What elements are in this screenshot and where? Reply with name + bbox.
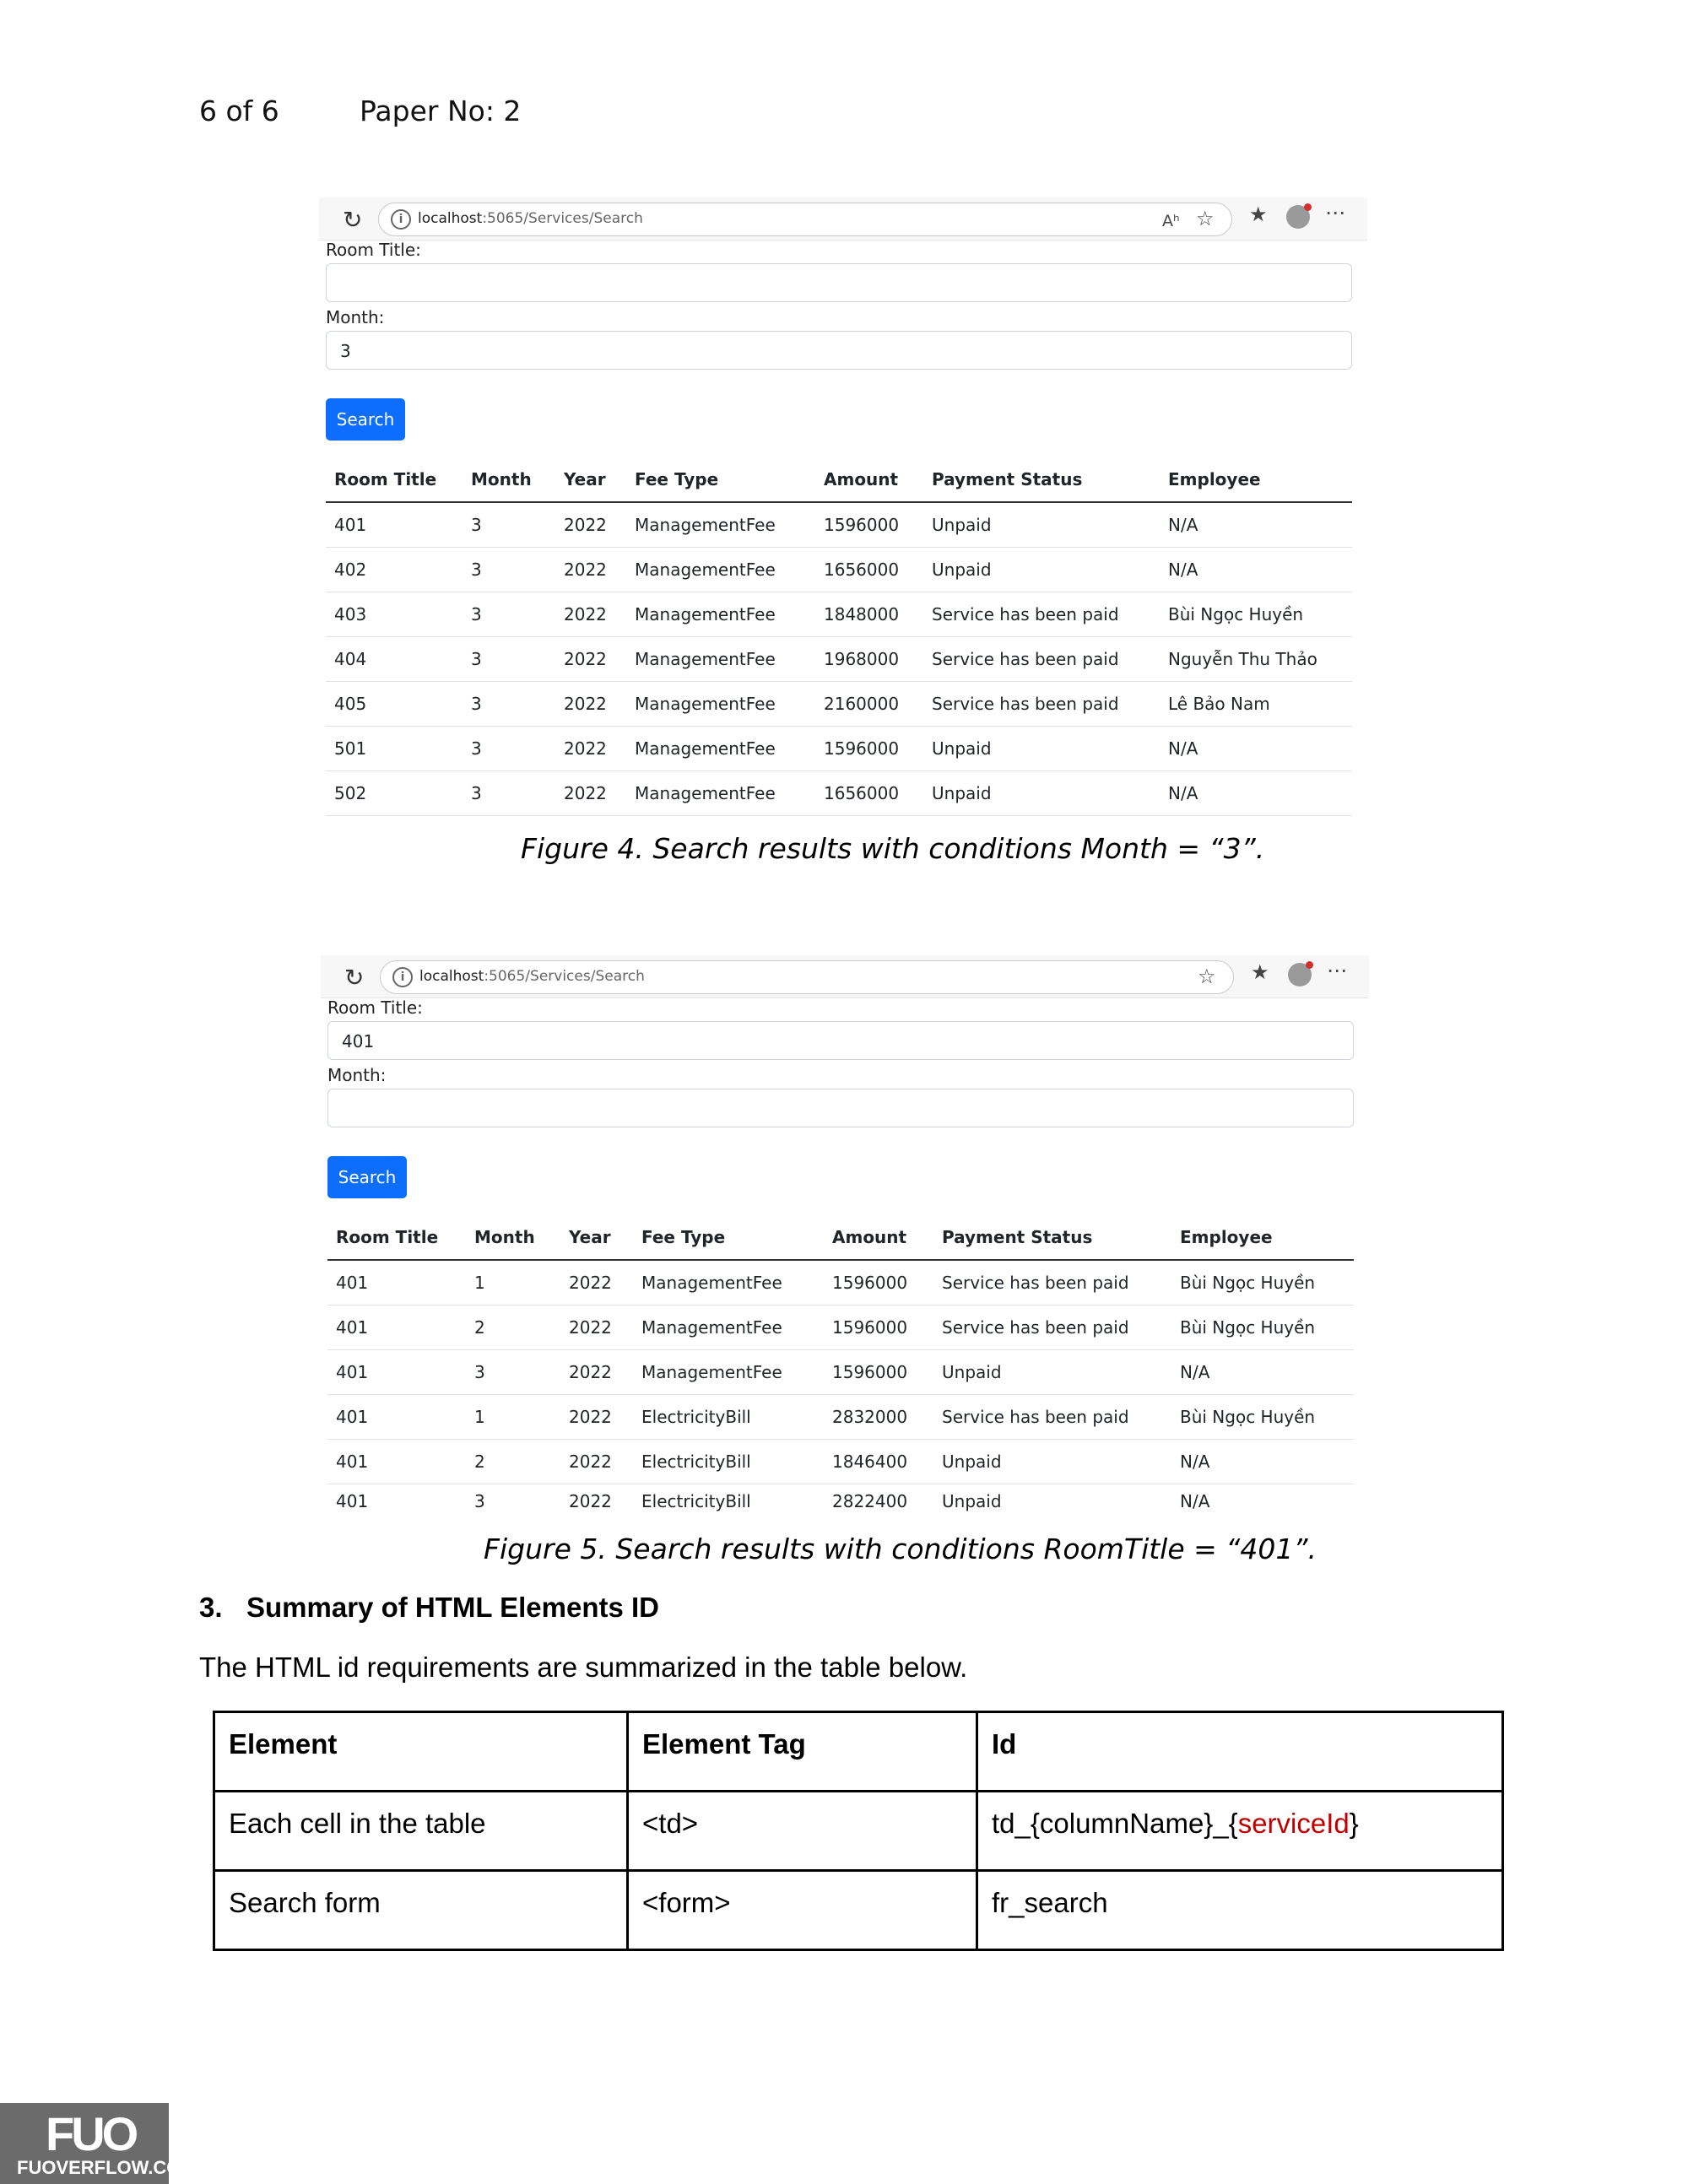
cell-employee: N/A bbox=[1160, 548, 1352, 592]
col-room-title: Room Title bbox=[326, 457, 463, 502]
cell-fee-type: ManagementFee bbox=[633, 1306, 824, 1350]
col-room-title: Room Title bbox=[327, 1215, 466, 1260]
col-amount: Amount bbox=[824, 1215, 933, 1260]
id-prefix: td_{columnName}_{ bbox=[992, 1808, 1238, 1839]
favorite-star-icon[interactable]: ☆ bbox=[1196, 207, 1215, 230]
summary-tag: <form> bbox=[628, 1871, 977, 1950]
cell-room-title: 402 bbox=[326, 548, 463, 592]
table-row bbox=[326, 771, 1352, 816]
cell-amount: 2822400 bbox=[832, 1491, 908, 1511]
url-host: localhost bbox=[419, 968, 484, 985]
col-employee: Employee bbox=[1160, 457, 1352, 502]
section-title: Summary of HTML Elements ID bbox=[246, 1592, 659, 1623]
cell-year: 2022 bbox=[560, 1306, 633, 1350]
cell-month: 2 bbox=[466, 1440, 560, 1484]
cell-amount: 1848000 bbox=[815, 592, 923, 637]
id-suffix: } bbox=[1349, 1808, 1359, 1839]
cell-payment-status: Service has been paid bbox=[933, 1306, 1171, 1350]
cell-year: 2022 bbox=[555, 637, 626, 682]
cell-room-title: 401 bbox=[327, 1395, 466, 1440]
summary-header-row bbox=[214, 1712, 1503, 1792]
cell-month: 3 bbox=[474, 1491, 485, 1511]
search-button[interactable]: Search bbox=[327, 1156, 407, 1198]
fig5-rows bbox=[327, 1260, 1354, 1518]
summary-header-id: Id bbox=[977, 1712, 1503, 1792]
page-number: 6 of 6 bbox=[199, 95, 279, 127]
month-input[interactable]: 3 bbox=[326, 331, 1352, 370]
cell-payment-status: Unpaid bbox=[923, 548, 1160, 592]
col-fee-type: Fee Type bbox=[633, 1215, 824, 1260]
url-host: localhost bbox=[418, 210, 483, 227]
browser-toolbar bbox=[321, 955, 1369, 998]
cell-employee: N/A bbox=[1180, 1491, 1210, 1511]
cell-employee: N/A bbox=[1160, 771, 1352, 816]
cell-year: 2022 bbox=[555, 727, 626, 771]
results-table bbox=[327, 1215, 1354, 1518]
table-row bbox=[327, 1350, 1354, 1395]
cell-amount: 1596000 bbox=[824, 1260, 933, 1306]
cell-room-title: 401 bbox=[336, 1491, 369, 1511]
cell-room-title: 401 bbox=[327, 1306, 466, 1350]
site-info-icon[interactable]: i bbox=[392, 967, 413, 987]
id-highlight: serviceId bbox=[1237, 1808, 1350, 1839]
cell-month: 3 bbox=[463, 637, 555, 682]
favorites-list-icon[interactable]: ★ bbox=[1249, 203, 1268, 226]
profile-avatar[interactable] bbox=[1286, 205, 1310, 229]
results-table bbox=[326, 457, 1352, 816]
cell-month: 3 bbox=[463, 592, 555, 637]
col-payment-status: Payment Status bbox=[923, 457, 1160, 502]
figure4-screenshot bbox=[319, 197, 1366, 814]
cell-payment-status: Unpaid bbox=[933, 1350, 1171, 1395]
cell-month: 3 bbox=[463, 682, 555, 727]
col-year: Year bbox=[560, 1215, 633, 1260]
figure4-caption: Figure 4. Search results with conditions Month = “3”. bbox=[521, 832, 1265, 865]
cell-month: 3 bbox=[463, 548, 555, 592]
fuoverflow-logo bbox=[0, 2103, 197, 2184]
cell-month: 1 bbox=[466, 1260, 560, 1306]
table-row bbox=[327, 1395, 1354, 1440]
cell-amount: 1596000 bbox=[824, 1350, 933, 1395]
cell-fee-type: ElectricityBill bbox=[633, 1440, 824, 1484]
cell-room-title: 502 bbox=[326, 771, 463, 816]
col-month: Month bbox=[466, 1215, 560, 1260]
cell-fee-type: ManagementFee bbox=[626, 682, 815, 727]
cell-year: 2022 bbox=[569, 1491, 612, 1511]
cell-year: 2022 bbox=[560, 1260, 633, 1306]
cell-payment-status: Unpaid bbox=[942, 1491, 1002, 1511]
summary-element: Search form bbox=[214, 1871, 628, 1950]
room-title-label: Room Title: bbox=[326, 240, 421, 260]
reload-icon[interactable]: ↻ bbox=[344, 964, 365, 992]
address-bar[interactable] bbox=[378, 203, 1232, 236]
summary-header-tag: Element Tag bbox=[628, 1712, 977, 1792]
col-year: Year bbox=[555, 457, 626, 502]
summary-row bbox=[214, 1792, 1503, 1871]
cell-year: 2022 bbox=[555, 682, 626, 727]
cell-payment-status: Unpaid bbox=[933, 1440, 1171, 1484]
cell-amount: 2832000 bbox=[824, 1395, 933, 1440]
cell-fee-type: ManagementFee bbox=[626, 771, 815, 816]
cell-room-title: 401 bbox=[327, 1260, 466, 1306]
cell-fee-type: ManagementFee bbox=[626, 548, 815, 592]
cell-payment-status: Service has been paid bbox=[933, 1395, 1171, 1440]
cell-amount: 1596000 bbox=[815, 502, 923, 548]
table-row bbox=[326, 592, 1352, 637]
cell-employee: Bùi Ngọc Huyền bbox=[1171, 1395, 1354, 1440]
table-row bbox=[326, 502, 1352, 548]
summary-id: fr_search bbox=[977, 1871, 1503, 1950]
cell-payment-status: Unpaid bbox=[923, 727, 1160, 771]
cell-employee: N/A bbox=[1160, 502, 1352, 548]
browser-toolbar bbox=[319, 197, 1367, 241]
cell-fee-type: ManagementFee bbox=[626, 592, 815, 637]
cell-payment-status: Unpaid bbox=[923, 771, 1160, 816]
room-title-label: Room Title: bbox=[327, 997, 423, 1018]
favorites-list-icon[interactable]: ★ bbox=[1251, 960, 1269, 984]
month-label: Month: bbox=[327, 1065, 387, 1085]
cell-room-title: 404 bbox=[326, 637, 463, 682]
cell-employee: Bùi Ngọc Huyền bbox=[1160, 592, 1352, 637]
figure5-caption: Figure 5. Search results with conditions RoomTitle = “401”. bbox=[484, 1533, 1317, 1565]
month-input[interactable] bbox=[327, 1089, 1354, 1127]
cell-fee-type: ManagementFee bbox=[626, 502, 815, 548]
cell-amount: 1656000 bbox=[815, 548, 923, 592]
cell-amount: 1596000 bbox=[824, 1306, 933, 1350]
table-row bbox=[326, 727, 1352, 771]
cell-month: 2 bbox=[466, 1306, 560, 1350]
table-row bbox=[327, 1306, 1354, 1350]
cell-employee: Nguyễn Thu Thảo bbox=[1160, 637, 1352, 682]
paper-number: Paper No: 2 bbox=[360, 95, 522, 127]
room-title-input[interactable]: 401 bbox=[327, 1021, 1354, 1060]
cell-amount: 1846400 bbox=[824, 1440, 933, 1484]
cell-room-title: 401 bbox=[327, 1350, 466, 1395]
cell-year: 2022 bbox=[555, 592, 626, 637]
summary-row bbox=[214, 1871, 1503, 1950]
cell-fee-type: ManagementFee bbox=[626, 637, 815, 682]
cell-employee: N/A bbox=[1171, 1350, 1354, 1395]
table-row bbox=[326, 682, 1352, 727]
site-info-icon[interactable]: i bbox=[391, 209, 411, 230]
table-header-row bbox=[326, 457, 1352, 502]
col-amount: Amount bbox=[815, 457, 923, 502]
intro-paragraph: The HTML id requirements are summarized in the table below. bbox=[199, 1652, 968, 1683]
cell-employee: Bùi Ngọc Huyền bbox=[1171, 1306, 1354, 1350]
summary-header-element: Element bbox=[214, 1712, 628, 1792]
cell-room-title: 501 bbox=[326, 727, 463, 771]
cell-year: 2022 bbox=[555, 771, 626, 816]
cell-payment-status: Service has been paid bbox=[933, 1260, 1171, 1306]
cell-month: 3 bbox=[466, 1350, 560, 1395]
room-title-input[interactable] bbox=[326, 263, 1352, 302]
cell-amount: 1596000 bbox=[815, 727, 923, 771]
figure5-screenshot bbox=[321, 955, 1367, 1511]
cell-month: 3 bbox=[463, 771, 555, 816]
table-row bbox=[326, 637, 1352, 682]
cell-payment-status: Unpaid bbox=[923, 502, 1160, 548]
fig4-rows bbox=[326, 502, 1352, 816]
col-payment-status: Payment Status bbox=[933, 1215, 1171, 1260]
col-month: Month bbox=[463, 457, 555, 502]
cell-employee: Lê Bảo Nam bbox=[1160, 682, 1352, 727]
more-menu-icon[interactable]: ⋯ bbox=[1325, 201, 1345, 224]
cell-employee: N/A bbox=[1171, 1440, 1354, 1484]
cell-employee: N/A bbox=[1160, 727, 1352, 771]
col-employee: Employee bbox=[1171, 1215, 1354, 1260]
cell-room-title: 403 bbox=[326, 592, 463, 637]
cell-year: 2022 bbox=[555, 548, 626, 592]
table-row bbox=[327, 1260, 1354, 1306]
cell-payment-status: Service has been paid bbox=[923, 682, 1160, 727]
table-row bbox=[327, 1484, 1354, 1519]
cell-room-title: 401 bbox=[327, 1440, 466, 1484]
logo-mark: FUO bbox=[46, 2107, 136, 2160]
table-row bbox=[326, 548, 1352, 592]
summary-table bbox=[213, 1711, 1504, 1951]
cell-month: 3 bbox=[463, 502, 555, 548]
cell-room-title: 405 bbox=[326, 682, 463, 727]
month-label: Month: bbox=[326, 307, 385, 327]
read-aloud-icon[interactable]: Aʰ bbox=[1162, 212, 1180, 230]
table-header-row bbox=[327, 1215, 1354, 1260]
reload-icon[interactable]: ↻ bbox=[343, 206, 363, 234]
url-path: :5065/Services/Search bbox=[484, 968, 645, 985]
section-number: 3. bbox=[199, 1592, 223, 1623]
col-fee-type: Fee Type bbox=[626, 457, 815, 502]
cell-month: 1 bbox=[466, 1395, 560, 1440]
summary-element: Each cell in the table bbox=[214, 1792, 628, 1871]
cell-year: 2022 bbox=[560, 1440, 633, 1484]
address-bar[interactable] bbox=[380, 960, 1234, 994]
cell-employee: Bùi Ngọc Huyền bbox=[1171, 1260, 1354, 1306]
search-button[interactable]: Search bbox=[326, 398, 405, 441]
cell-fee-type: ManagementFee bbox=[633, 1350, 824, 1395]
cell-amount: 1656000 bbox=[815, 771, 923, 816]
more-menu-icon[interactable]: ⋯ bbox=[1327, 959, 1347, 982]
profile-avatar[interactable] bbox=[1288, 963, 1312, 987]
url-path: :5065/Services/Search bbox=[482, 210, 643, 227]
cell-payment-status: Service has been paid bbox=[923, 592, 1160, 637]
section-heading bbox=[199, 1592, 659, 1624]
cell-month: 3 bbox=[463, 727, 555, 771]
cell-year: 2022 bbox=[560, 1395, 633, 1440]
cell-year: 2022 bbox=[555, 502, 626, 548]
cell-fee-type: ElectricityBill bbox=[641, 1491, 751, 1511]
table-row bbox=[327, 1440, 1354, 1484]
favorite-star-icon[interactable]: ☆ bbox=[1198, 965, 1216, 988]
cell-fee-type: ElectricityBill bbox=[633, 1395, 824, 1440]
cell-amount: 2160000 bbox=[815, 682, 923, 727]
logo-site: FUOVERFLOW.COM bbox=[17, 2157, 197, 2178]
cell-room-title: 401 bbox=[326, 502, 463, 548]
summary-tag: <td> bbox=[628, 1792, 977, 1871]
cell-payment-status: Service has been paid bbox=[923, 637, 1160, 682]
cell-fee-type: ManagementFee bbox=[633, 1260, 824, 1306]
summary-id bbox=[977, 1792, 1503, 1871]
cell-fee-type: ManagementFee bbox=[626, 727, 815, 771]
cell-amount: 1968000 bbox=[815, 637, 923, 682]
cell-year: 2022 bbox=[560, 1350, 633, 1395]
